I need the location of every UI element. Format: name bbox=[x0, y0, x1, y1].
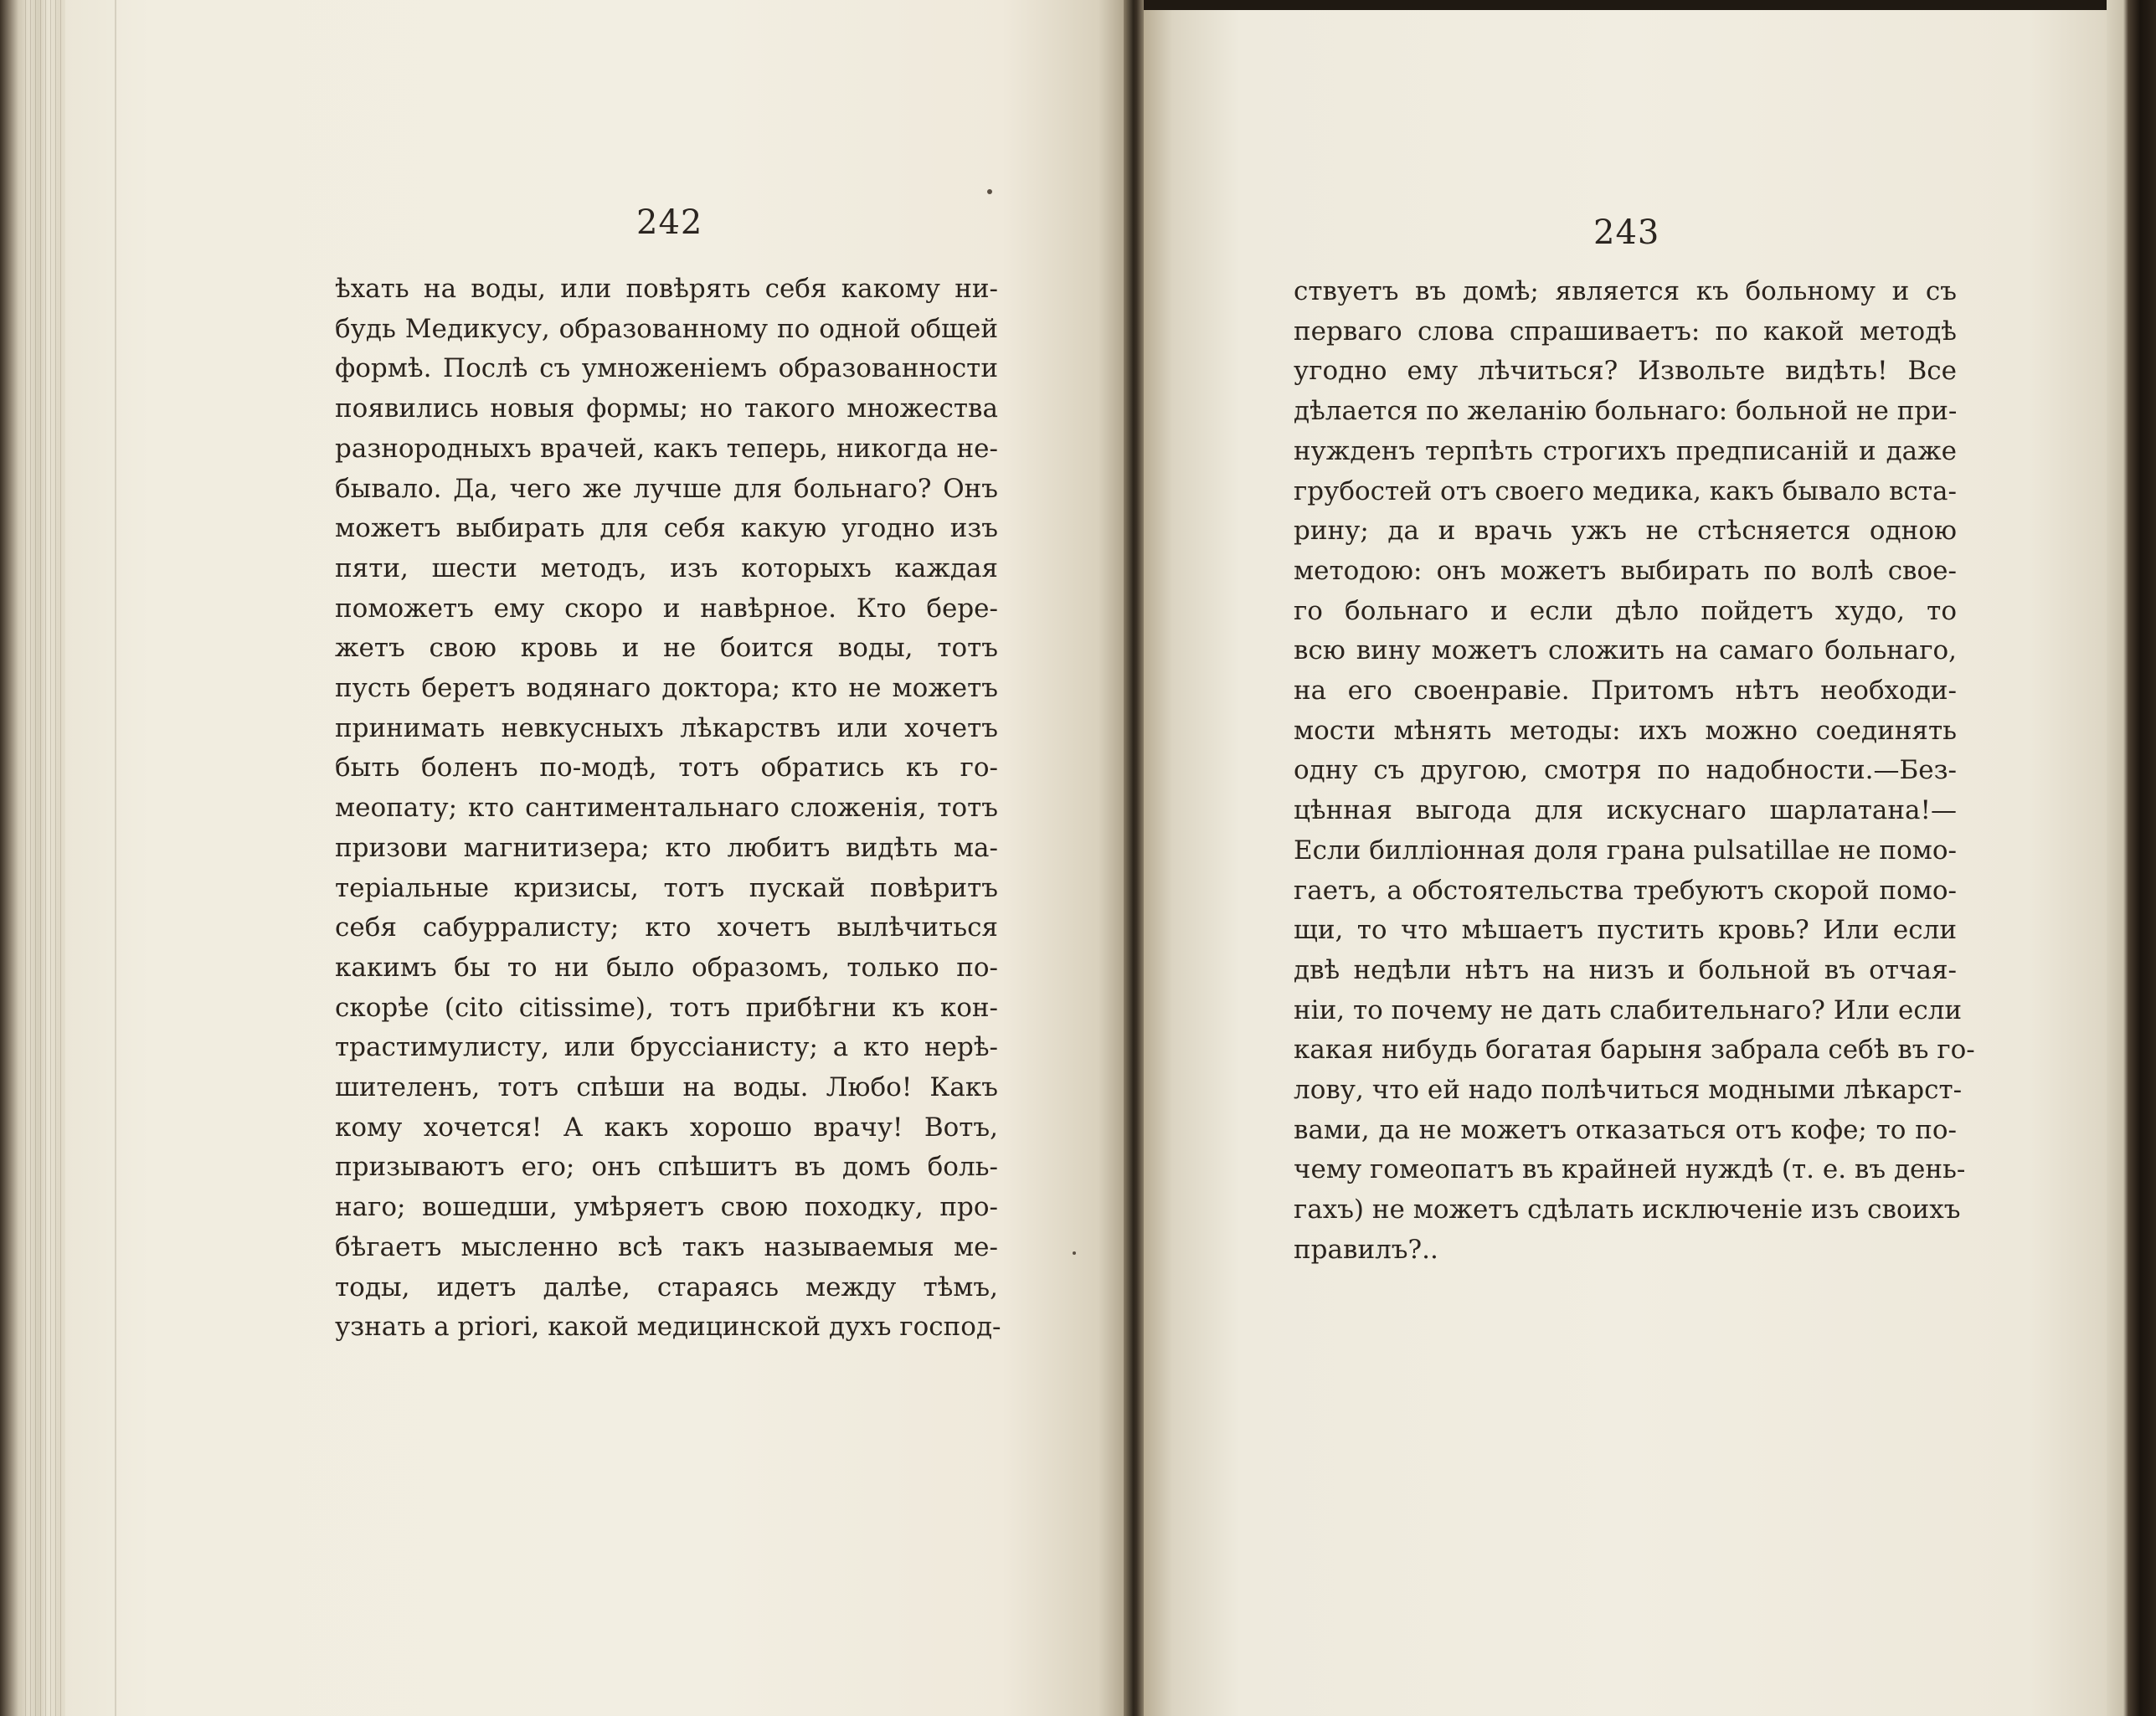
text-line: шителенъ, тотъ спѣши на воды. Любо! Какъ bbox=[335, 1072, 998, 1103]
text-line: лову, что ей надо полѣчиться модными лѣкарст- bbox=[1294, 1075, 1963, 1106]
text-line: цѣнная выгода для искуснаго шарлатана!— bbox=[1294, 795, 1957, 826]
text-line: грубостей отъ своего медика, какъ бывало вста- bbox=[1294, 475, 1957, 506]
paper-speck bbox=[987, 189, 992, 194]
text-line: гаетъ, а обстоятельства требуютъ скорой помо- bbox=[1294, 875, 1957, 906]
paper-speck bbox=[1073, 1251, 1076, 1255]
book-gutter bbox=[1124, 0, 1145, 1716]
text-line: бѣгаетъ мысленно всѣ такъ называемыя ме- bbox=[335, 1231, 998, 1262]
text-line: быть боленъ по-модѣ, тотъ обратись къ го- bbox=[335, 753, 998, 784]
text-line: какая нибудь богатая барыня забрала себѣ въ го- bbox=[1294, 1035, 1975, 1066]
left-page-number: 242 bbox=[636, 203, 703, 242]
text-line: тоды, идетъ далѣе, стараясь между тѣмъ, bbox=[335, 1272, 998, 1302]
text-line: вами, да не можетъ отказаться отъ кофе; то по- bbox=[1294, 1114, 1957, 1145]
text-line: теріальные кризисы, тотъ пускай повѣритъ bbox=[335, 872, 998, 903]
right-page-top-shadow bbox=[1144, 0, 2107, 10]
text-line: гахъ) не можетъ сдѣлать исключеніе изъ своихъ bbox=[1294, 1195, 1961, 1225]
right-page-text bbox=[1294, 272, 1975, 1271]
text-line: ствуетъ въ домѣ; является къ больному и съ bbox=[1294, 276, 1957, 306]
text-line: одну съ другою, смотря по надобности.—Без- bbox=[1294, 755, 1957, 786]
text-line: перваго слова спрашиваетъ: по какой методѣ bbox=[1294, 316, 1957, 347]
text-line: пяти, шести методъ, изъ которыхъ каждая bbox=[335, 552, 998, 583]
left-page-text bbox=[335, 270, 1001, 1348]
right-page-number: 243 bbox=[1593, 213, 1660, 252]
text-line: будь Медикусу, образованному по одной общей bbox=[335, 313, 998, 344]
text-line: ніи, то почему не дать слабительнаго? Или если bbox=[1294, 994, 1963, 1025]
text-line: пусть беретъ водянаго доктора; кто не можетъ bbox=[335, 673, 998, 704]
text-line: себя сабурралисту; кто хочетъ вылѣчиться bbox=[335, 912, 998, 943]
text-line: появились новыя формы; но такого множества bbox=[335, 393, 998, 424]
text-line: разнородныхъ врачей, какъ теперь, никогда не- bbox=[335, 433, 998, 464]
left-page-fold-line bbox=[115, 0, 116, 1716]
text-line: го больнаго и если дѣло пойдетъ худо, то bbox=[1294, 595, 1957, 626]
text-line: щи, то что мѣшаетъ пустить кровь? Или если bbox=[1294, 915, 1957, 946]
text-line: поможетъ ему скоро и навѣрное. Кто бере- bbox=[335, 593, 998, 624]
text-line: правилъ?.. bbox=[1294, 1234, 1438, 1265]
text-line: рину; да и врачь ужъ не стѣсняется одною bbox=[1294, 516, 1957, 547]
text-line: узнать a priori, какой медицинской духъ господ- bbox=[335, 1312, 1001, 1343]
text-line: призываютъ его; онъ спѣшитъ въ домъ боль- bbox=[335, 1152, 998, 1183]
page-stack-lines bbox=[25, 0, 67, 1716]
text-line: можетъ выбирать для себя какую угодно изъ bbox=[335, 513, 998, 544]
text-line: методою: онъ можетъ выбирать по волѣ свое- bbox=[1294, 555, 1957, 586]
text-line: угодно ему лѣчиться? Извольте видѣть! Все bbox=[1294, 356, 1957, 387]
text-line: какимъ бы то ни было образомъ, только по- bbox=[335, 952, 998, 983]
text-line: двѣ недѣли нѣтъ на низъ и больной въ отчая- bbox=[1294, 954, 1957, 985]
text-line: на его своенравіе. Притомъ нѣтъ необходи- bbox=[1294, 676, 1957, 706]
text-line: мости мѣнять методы: ихъ можно соединять bbox=[1294, 715, 1957, 746]
text-line: меопату; кто сантиментальнаго сложенія, тотъ bbox=[335, 793, 998, 824]
text-line: ѣхать на воды, или повѣрять себя какому ни- bbox=[335, 274, 998, 304]
text-line: трастимулисту, или бруссіанисту; а кто нерѣ- bbox=[335, 1032, 998, 1063]
text-line: скорѣе (cito citissime), тотъ прибѣгни къ кон- bbox=[335, 992, 998, 1023]
text-line: чему гомеопатъ въ крайней нуждѣ (т. е. въ день- bbox=[1294, 1154, 1966, 1185]
text-line: принимать невкусныхъ лѣкарствъ или хочетъ bbox=[335, 712, 998, 743]
text-line: Если билліонная доля грана pulsatillae не помо- bbox=[1294, 835, 1957, 866]
text-line: нужденъ терпѣть строгихъ предписаній и даже bbox=[1294, 435, 1957, 466]
text-line: формѣ. Послѣ съ умноженіемъ образованности bbox=[335, 353, 998, 384]
page-edge-right bbox=[2107, 0, 2156, 1716]
text-line: кому хочется! А какъ хорошо врачу! Вотъ, bbox=[335, 1112, 998, 1143]
text-line: жетъ свою кровь и не боится воды, тотъ bbox=[335, 633, 998, 664]
text-line: бывало. Да, чего же лучше для больнаго? Онъ bbox=[335, 473, 998, 504]
text-line: призови магнитизера; кто любитъ видѣть ма- bbox=[335, 832, 998, 863]
text-line: наго; вошедши, умѣряетъ свою походку, про- bbox=[335, 1192, 998, 1223]
text-line: дѣлается по желанію больнаго: больной не при- bbox=[1294, 396, 1958, 427]
text-line: всю вину можетъ сложить на самаго больнаго, bbox=[1294, 635, 1957, 666]
